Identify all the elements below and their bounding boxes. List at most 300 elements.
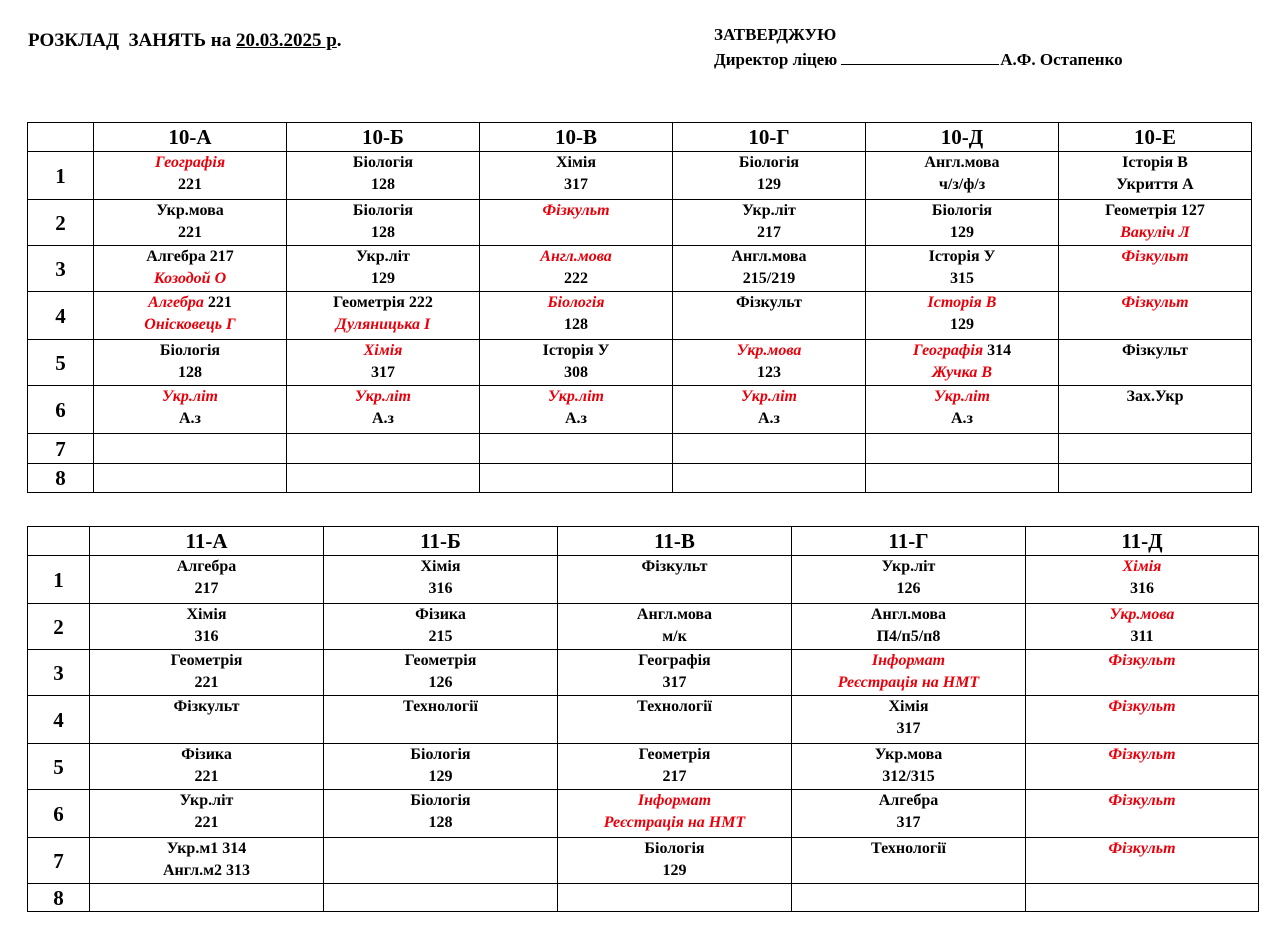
lesson-line	[1059, 200, 1251, 222]
lesson-cell	[792, 790, 1026, 838]
lesson-cell	[1026, 604, 1259, 650]
lesson-text: 129	[371, 270, 395, 287]
lesson-number: 6	[28, 790, 90, 838]
lesson-text: 126	[896, 580, 921, 597]
lesson-row	[28, 696, 1259, 744]
lesson-cell	[558, 556, 792, 604]
lesson-text: 221	[178, 176, 202, 193]
lesson-line	[792, 744, 1025, 766]
lesson-line	[94, 292, 286, 314]
lesson-text: 221	[194, 768, 219, 785]
lesson-text: 128	[564, 316, 588, 333]
lesson-cell	[866, 200, 1059, 246]
lesson-line	[1059, 386, 1251, 408]
class-header: 10-Д	[866, 123, 1059, 152]
lesson-text: 311	[1130, 628, 1154, 645]
director-line	[714, 47, 1123, 72]
lesson-text: Фізкульт	[1122, 342, 1188, 359]
lesson-line	[558, 790, 791, 812]
lesson-line	[480, 152, 672, 174]
lesson-text: 129	[950, 316, 974, 333]
lesson-line	[866, 268, 1058, 290]
lesson-text: 221	[203, 294, 232, 311]
lesson-text: Історія У	[928, 248, 996, 265]
lesson-text: 317	[371, 364, 395, 381]
lesson-text: Фізкульт	[641, 558, 708, 575]
lesson-line	[287, 386, 479, 408]
lesson-line	[90, 860, 323, 882]
lesson-text: 128	[178, 364, 202, 381]
lesson-text: 308	[564, 364, 588, 381]
lesson-text: Укр.літ	[179, 792, 234, 809]
lesson-text: Біологія	[410, 746, 471, 763]
lesson-number: 2	[28, 604, 90, 650]
lesson-text: ч/з/ф/з	[938, 176, 986, 193]
lesson-line	[287, 292, 479, 314]
lesson-text: Історія У	[542, 342, 610, 359]
lesson-line	[558, 672, 791, 694]
lesson-number: 5	[28, 744, 90, 790]
lesson-line	[866, 174, 1058, 196]
lesson-cell	[866, 386, 1059, 434]
lesson-line	[1026, 556, 1258, 578]
lesson-cell	[558, 790, 792, 838]
class-header: 10-Е	[1059, 123, 1252, 152]
lesson-cell	[324, 790, 558, 838]
lesson-cell	[866, 434, 1059, 464]
lesson-cell	[287, 340, 480, 386]
title-prefix: РОЗКЛАД ЗАНЯТЬ на	[28, 30, 236, 51]
lesson-line	[287, 222, 479, 244]
lesson-line	[673, 174, 865, 196]
lesson-cell	[324, 556, 558, 604]
lesson-text: Геометрія 222	[333, 294, 433, 311]
lesson-line	[558, 650, 791, 672]
highlighted-text: Укр.літ	[741, 388, 797, 405]
director-label: Директор ліцею	[714, 50, 838, 69]
lesson-line	[324, 744, 557, 766]
lesson-cell	[287, 386, 480, 434]
lesson-line	[673, 340, 865, 362]
schedule-table-10	[27, 122, 1252, 493]
lesson-cell	[558, 838, 792, 884]
lesson-row	[28, 464, 1252, 493]
lesson-text: Англ.мова	[924, 154, 1000, 171]
lesson-line	[94, 246, 286, 268]
lesson-text: 128	[428, 814, 453, 831]
lesson-number: 1	[28, 556, 90, 604]
lesson-line	[792, 696, 1025, 718]
lesson-text: Хімія	[556, 154, 596, 171]
lesson-line	[558, 812, 791, 834]
lesson-text: Хімія	[186, 606, 227, 623]
lesson-row	[28, 292, 1252, 340]
class-header: 11-В	[558, 527, 792, 556]
lesson-line	[866, 152, 1058, 174]
lesson-text: Укр.м1 314	[166, 840, 247, 857]
lesson-cell	[792, 556, 1026, 604]
lesson-line	[287, 152, 479, 174]
lesson-cell	[792, 884, 1026, 912]
lesson-number: 6	[28, 386, 94, 434]
lesson-cell	[480, 386, 673, 434]
lesson-row	[28, 790, 1259, 838]
lesson-number: 1	[28, 152, 94, 200]
lesson-text: 317	[662, 674, 687, 691]
lesson-line	[94, 408, 286, 430]
lesson-line	[90, 626, 323, 648]
lesson-line	[90, 744, 323, 766]
lesson-text: 317	[896, 720, 921, 737]
lesson-line	[1026, 650, 1258, 672]
lesson-line	[480, 408, 672, 430]
lesson-text: Біологія	[738, 154, 800, 171]
lesson-line	[792, 766, 1025, 788]
class-header: 11-Б	[324, 527, 558, 556]
lesson-cell	[90, 604, 324, 650]
lesson-text: Укр.літ	[742, 202, 796, 219]
lesson-text: Алгебра	[878, 792, 939, 809]
lesson-cell	[287, 292, 480, 340]
lesson-cell	[90, 790, 324, 838]
lesson-line	[90, 578, 323, 600]
lesson-cell	[94, 246, 287, 292]
highlighted-text: Хімія	[363, 342, 403, 359]
lesson-line	[673, 386, 865, 408]
lesson-line	[792, 718, 1025, 740]
lesson-cell	[90, 884, 324, 912]
lesson-line	[558, 766, 791, 788]
lesson-row	[28, 604, 1259, 650]
lesson-line	[866, 362, 1058, 384]
lesson-line	[324, 604, 557, 626]
lesson-line	[1059, 292, 1251, 314]
lesson-cell	[558, 604, 792, 650]
lesson-text: 315	[950, 270, 974, 287]
highlighted-text: Укр.літ	[548, 388, 604, 405]
lesson-text: 221	[194, 674, 219, 691]
lesson-text: 314	[983, 342, 1012, 359]
class-header: 10-Б	[287, 123, 480, 152]
lesson-text: 126	[428, 674, 453, 691]
lesson-line	[287, 246, 479, 268]
highlighted-text: Фізкульт	[1121, 248, 1189, 265]
lesson-cell	[1026, 838, 1259, 884]
lesson-cell	[1026, 696, 1259, 744]
lesson-line	[792, 626, 1025, 648]
lesson-line	[558, 860, 791, 882]
highlighted-text: Онісковець Г	[144, 316, 236, 333]
lesson-cell	[792, 744, 1026, 790]
lesson-text: Фізика	[181, 746, 232, 763]
class-header-row	[28, 527, 1259, 556]
lesson-cell	[287, 464, 480, 493]
lesson-cell	[287, 246, 480, 292]
lesson-text: 317	[564, 176, 588, 193]
lesson-line	[558, 556, 791, 578]
title-date: 20.03.2025 р	[235, 30, 337, 51]
lesson-line	[94, 152, 286, 174]
lesson-text: Географія	[638, 652, 711, 669]
lesson-row	[28, 650, 1259, 696]
lesson-text: Англ.м2 313	[162, 862, 251, 879]
lesson-line	[792, 672, 1025, 694]
highlighted-text: Укр.літ	[355, 388, 411, 405]
highlighted-text: Укр.мова	[1109, 606, 1175, 623]
highlighted-text: Інформат	[637, 792, 712, 809]
lesson-text: Укриття А	[1116, 176, 1194, 193]
lesson-cell	[558, 696, 792, 744]
lesson-cell	[866, 246, 1059, 292]
lesson-cell	[673, 434, 866, 464]
lesson-text: 129	[428, 768, 453, 785]
director-name: А.Ф. Остапенко	[1000, 50, 1123, 69]
lesson-line	[94, 222, 286, 244]
lesson-cell	[1059, 200, 1252, 246]
highlighted-text: Фізкульт	[1108, 840, 1176, 857]
approve-title: ЗАТВЕРДЖУЮ	[714, 25, 837, 44]
class-header-row	[28, 123, 1252, 152]
lesson-cell	[94, 340, 287, 386]
lesson-number: 8	[28, 464, 94, 493]
lesson-text: 129	[757, 176, 781, 193]
lesson-line	[90, 556, 323, 578]
lesson-line	[792, 838, 1025, 860]
lesson-cell	[673, 464, 866, 493]
lesson-cell	[1059, 464, 1252, 493]
lesson-text: 217	[662, 768, 687, 785]
lesson-cell	[480, 464, 673, 493]
highlighted-text: Фізкульт	[1121, 294, 1189, 311]
highlighted-text: Реєстрація на НМТ	[603, 814, 746, 831]
approval-block	[714, 22, 1123, 72]
lesson-text: 222	[564, 270, 588, 287]
lesson-line	[480, 174, 672, 196]
lesson-number: 8	[28, 884, 90, 912]
lesson-text: 215/219	[742, 270, 796, 287]
lesson-text: 221	[178, 224, 202, 241]
lesson-text: Технології	[871, 840, 946, 857]
lesson-text: Укр.мова	[874, 746, 943, 763]
corner-cell	[28, 123, 94, 152]
lesson-text: Геометрія 127	[1105, 202, 1205, 219]
lesson-cell	[673, 340, 866, 386]
lesson-line	[558, 744, 791, 766]
lesson-cell	[673, 292, 866, 340]
lesson-cell	[94, 464, 287, 493]
lesson-line	[90, 604, 323, 626]
lesson-text: Історія В	[1122, 154, 1188, 171]
lesson-cell	[94, 152, 287, 200]
lesson-row	[28, 246, 1252, 292]
lesson-line	[480, 314, 672, 336]
lesson-text: 312/315	[882, 768, 935, 785]
lesson-line	[866, 340, 1058, 362]
lesson-text: Геометрія	[638, 746, 711, 763]
title-suffix: .	[336, 30, 342, 51]
lesson-line	[866, 200, 1058, 222]
lesson-text: 221	[194, 814, 219, 831]
lesson-cell	[1059, 152, 1252, 200]
lesson-line	[1026, 744, 1258, 766]
lesson-text: 317	[896, 814, 921, 831]
lesson-text: 129	[950, 224, 974, 241]
lesson-text: м/к	[662, 628, 687, 645]
lesson-cell	[480, 340, 673, 386]
lesson-cell	[90, 838, 324, 884]
lesson-cell	[558, 650, 792, 696]
lesson-text: Біологія	[644, 840, 705, 857]
lesson-text: Англ.мова	[731, 248, 807, 265]
lesson-text: Укр.літ	[356, 248, 410, 265]
lesson-row	[28, 556, 1259, 604]
lesson-cell	[792, 650, 1026, 696]
lesson-text: Укр.літ	[881, 558, 936, 575]
lesson-text: А.з	[179, 410, 201, 427]
lesson-cell	[1026, 744, 1259, 790]
lesson-cell	[673, 200, 866, 246]
lesson-line	[673, 152, 865, 174]
lesson-line	[792, 604, 1025, 626]
lesson-cell	[792, 696, 1026, 744]
lesson-cell	[1059, 246, 1252, 292]
lesson-text: Технології	[403, 698, 478, 715]
corner-cell	[28, 527, 90, 556]
lesson-text: Укр.мова	[156, 202, 224, 219]
highlighted-text: Фізкульт	[1108, 746, 1176, 763]
lesson-line	[90, 696, 323, 718]
lesson-line	[94, 268, 286, 290]
lesson-cell	[287, 200, 480, 246]
lesson-line	[90, 790, 323, 812]
lesson-number: 4	[28, 292, 94, 340]
lesson-line	[324, 672, 557, 694]
lesson-line	[90, 812, 323, 834]
lesson-cell	[673, 152, 866, 200]
highlighted-text: Інформат	[871, 652, 946, 669]
lesson-text: 215	[428, 628, 453, 645]
lesson-line	[90, 672, 323, 694]
lesson-line	[866, 292, 1058, 314]
lesson-cell	[1026, 650, 1259, 696]
lesson-line	[480, 362, 672, 384]
lesson-text: 128	[371, 224, 395, 241]
lesson-text: 217	[757, 224, 781, 241]
lesson-text: Зах.Укр	[1126, 388, 1184, 405]
highlighted-text: Англ.мова	[540, 248, 612, 265]
lesson-line	[1059, 152, 1251, 174]
lesson-line	[324, 626, 557, 648]
lesson-number: 7	[28, 434, 94, 464]
highlighted-text: Географія	[912, 342, 984, 359]
lesson-cell	[1059, 386, 1252, 434]
lesson-text: 217	[194, 580, 219, 597]
highlighted-text: Фізкульт	[542, 202, 610, 219]
lesson-line	[90, 838, 323, 860]
lesson-text: 316	[428, 580, 453, 597]
lesson-row	[28, 744, 1259, 790]
lesson-text: А.з	[951, 410, 973, 427]
lesson-line	[866, 386, 1058, 408]
lesson-cell	[1026, 556, 1259, 604]
class-header: 10-В	[480, 123, 673, 152]
highlighted-text: Хімія	[1122, 558, 1162, 575]
lesson-line	[558, 604, 791, 626]
lesson-line	[94, 340, 286, 362]
lesson-line	[324, 696, 557, 718]
lesson-number: 4	[28, 696, 90, 744]
highlighted-text: Козодой О	[153, 270, 227, 287]
lesson-text: Англ.мова	[636, 606, 713, 623]
lesson-line	[1026, 790, 1258, 812]
lesson-row	[28, 884, 1259, 912]
lesson-line	[480, 292, 672, 314]
lesson-cell	[324, 604, 558, 650]
lesson-line	[792, 578, 1025, 600]
lesson-line	[792, 790, 1025, 812]
lesson-number: 2	[28, 200, 94, 246]
lesson-line	[480, 340, 672, 362]
highlighted-text: Фізкульт	[1108, 652, 1176, 669]
lesson-text: А.з	[565, 410, 587, 427]
lesson-line	[94, 386, 286, 408]
lesson-cell	[480, 152, 673, 200]
highlighted-text: Укр.мова	[736, 342, 802, 359]
lesson-line	[94, 200, 286, 222]
lesson-text: Біологія	[410, 792, 471, 809]
lesson-text: А.з	[758, 410, 780, 427]
lesson-line	[792, 556, 1025, 578]
lesson-row	[28, 340, 1252, 386]
highlighted-text: Фізкульт	[1108, 698, 1176, 715]
lesson-cell	[287, 434, 480, 464]
class-header: 10-Г	[673, 123, 866, 152]
lesson-cell	[90, 650, 324, 696]
highlighted-text: Дуляницька І	[335, 316, 431, 333]
lesson-line	[480, 246, 672, 268]
lesson-line	[287, 314, 479, 336]
lesson-line	[1059, 222, 1251, 244]
lesson-number: 3	[28, 650, 90, 696]
lesson-cell	[90, 556, 324, 604]
lesson-line	[558, 626, 791, 648]
lesson-row	[28, 152, 1252, 200]
lesson-cell	[1026, 884, 1259, 912]
signature-line	[841, 52, 999, 65]
lesson-text: Біологія	[159, 342, 221, 359]
lesson-text: 123	[757, 364, 781, 381]
lesson-cell	[324, 744, 558, 790]
lesson-text: Біологія	[352, 202, 414, 219]
lesson-cell	[673, 246, 866, 292]
lesson-line	[287, 200, 479, 222]
lesson-line	[324, 790, 557, 812]
schedule-table-11	[27, 526, 1259, 912]
class-header: 10-А	[94, 123, 287, 152]
class-header: 11-Д	[1026, 527, 1259, 556]
lesson-cell	[673, 386, 866, 434]
lesson-text: Біологія	[352, 154, 414, 171]
lesson-line	[1026, 626, 1258, 648]
lesson-cell	[792, 604, 1026, 650]
lesson-cell	[90, 696, 324, 744]
lesson-cell	[866, 152, 1059, 200]
lesson-line	[1026, 696, 1258, 718]
highlighted-text: Історія В	[927, 294, 997, 311]
lesson-number: 5	[28, 340, 94, 386]
lesson-row	[28, 434, 1252, 464]
lesson-line	[480, 200, 672, 222]
